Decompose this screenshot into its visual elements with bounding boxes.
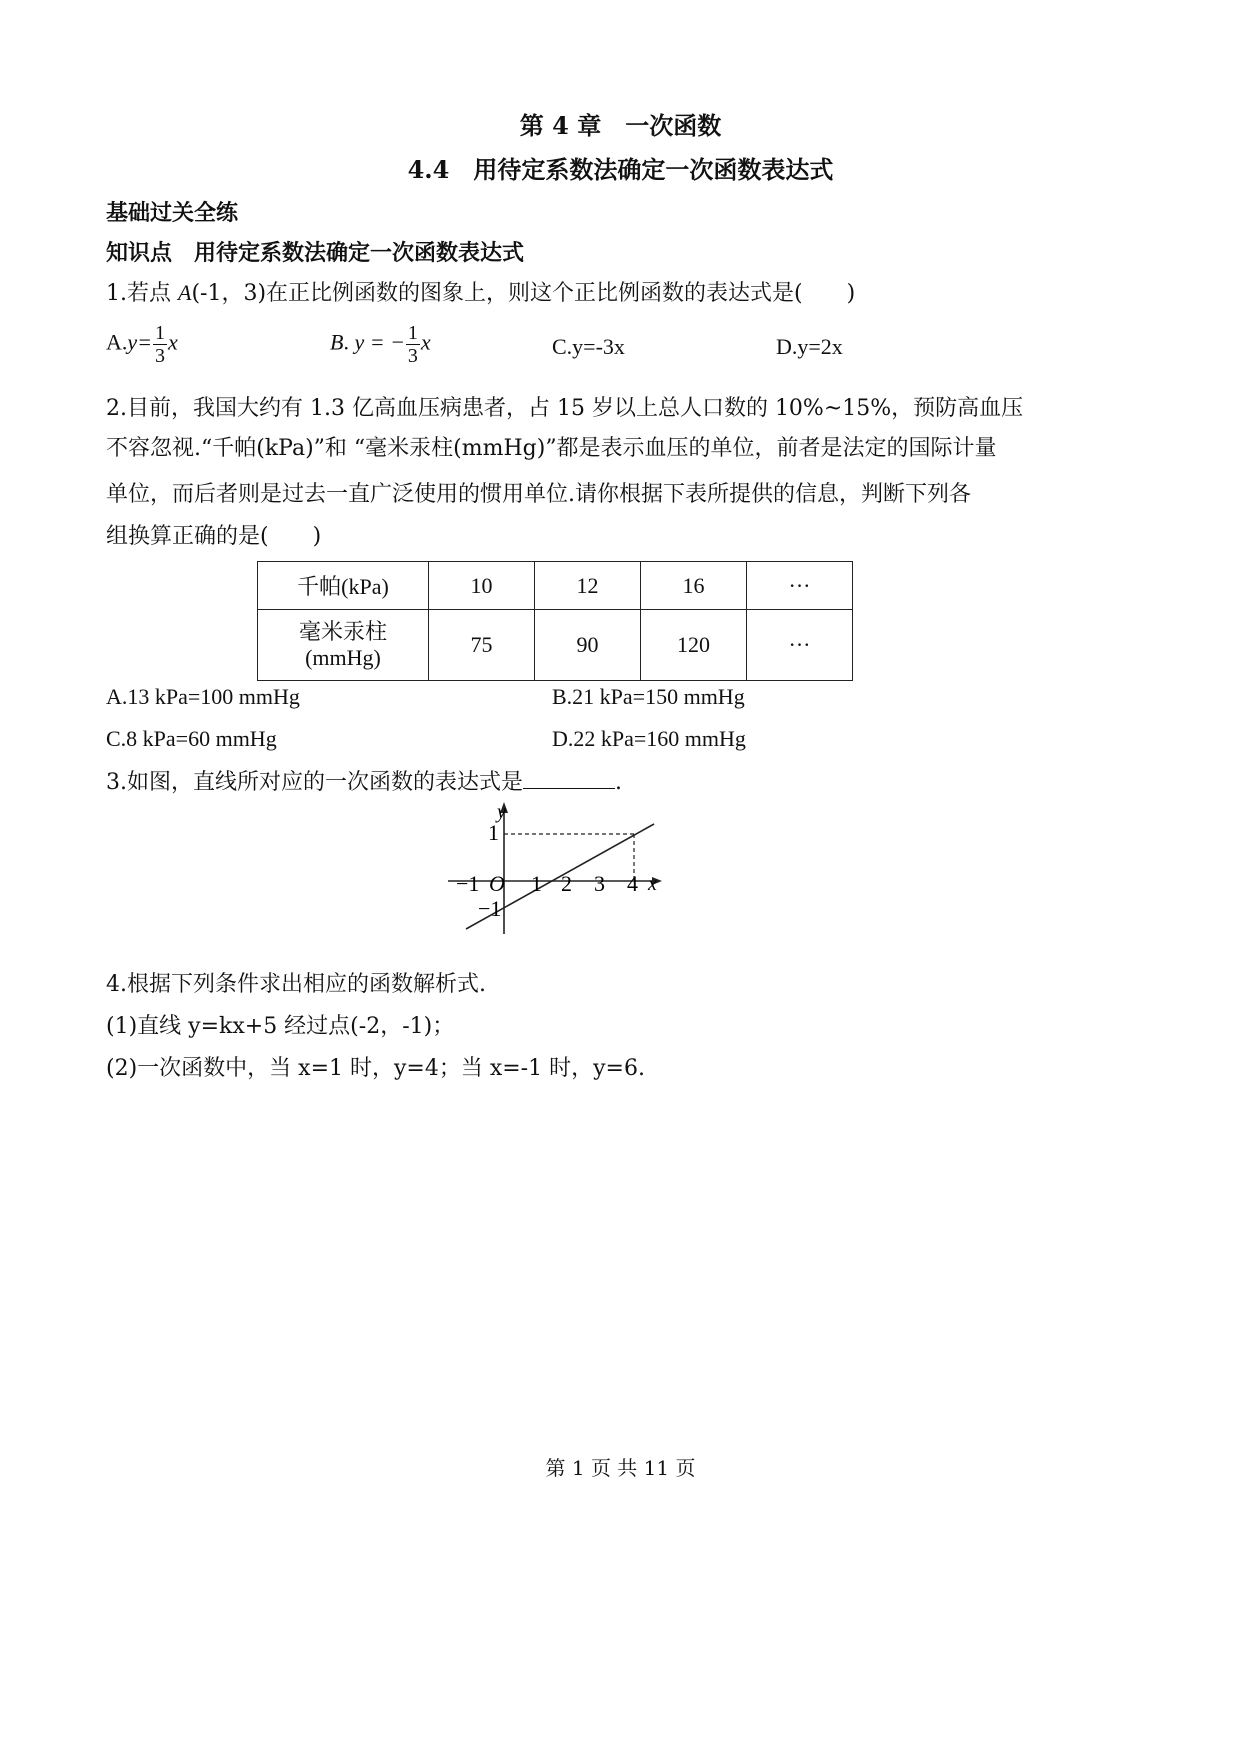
table-header-mmhg (258, 610, 429, 681)
q2-option-d[interactable]: D.22 kPa=160 mmHg (552, 726, 746, 751)
q2-option-b[interactable]: B.21 kPa=150 mmHg (552, 684, 745, 709)
x-tick-label: 3 (594, 871, 605, 896)
x-tick-label: 1 (531, 871, 542, 896)
option-a-lhs: y= (127, 329, 153, 355)
q4-stem: 4.根据下列条件求出相应的函数解析式. (106, 972, 486, 997)
fraction-numerator: 1 (155, 322, 166, 344)
table-cell: 120 (641, 610, 747, 681)
option-b-var: x (420, 329, 431, 355)
option-a-var: x (168, 329, 178, 355)
q1-option-a[interactable] (106, 322, 178, 367)
table-row (258, 562, 853, 610)
fraction-denominator: 3 (155, 345, 166, 367)
q1-option-d[interactable]: D.y=2x (776, 334, 843, 359)
answer-blank[interactable] (523, 764, 615, 789)
option-b-dot: . (343, 329, 349, 355)
practice-title: 基础过关全练 (106, 200, 239, 226)
table-cell: 16 (641, 562, 747, 610)
table-cell: 90 (535, 610, 641, 681)
q3-stem-text: 3.如图，直线所对应的一次函数的表达式是 (106, 770, 523, 795)
mmhg-label-line1: 毫米汞柱 (298, 619, 387, 644)
q1-option-c[interactable]: C.y=-3x (552, 334, 625, 359)
q4-part-1: (1)直线 y=kx+5 经过点(-2，-1)； (106, 1014, 455, 1039)
y-tick-label: −1 (478, 896, 502, 921)
q1-prefix: 1.若点 (106, 281, 178, 306)
y-tick-label: 1 (488, 820, 499, 845)
question-1-stem (106, 274, 855, 313)
table-cell: 12 (535, 562, 641, 610)
q3-stem-end: . (615, 770, 622, 795)
q2-line-4: 组换算正确的是( ) (106, 524, 322, 549)
fraction-one-third (406, 322, 420, 367)
table-cell: ··· (747, 562, 853, 610)
knowledge-point-title: 知识点 用待定系数法确定一次函数表达式 (106, 240, 525, 266)
table-header-kpa: 千帕(kPa) (258, 562, 429, 610)
chapter-title: 第 4 章 一次函数 (519, 111, 722, 140)
section-title: 4.4 用待定系数法确定一次函数表达式 (407, 155, 834, 184)
q1-point-label: A (177, 280, 192, 305)
conversion-table (257, 561, 853, 681)
table-cell: ··· (747, 610, 853, 681)
x-tick-label: −1 (456, 871, 480, 896)
fraction-one-third (153, 322, 167, 367)
page-footer: 第 1 页 共 11 页 (545, 1456, 696, 1480)
y-axis-label: y (497, 801, 506, 823)
option-b-lhs: y = − (354, 329, 405, 355)
q2-line-1: 2.目前，我国大约有 1.3 亿高血压病患者，占 15 岁以上总人口数的 10%~15%，预防高血压 (106, 396, 1024, 421)
x-axis-label: x (648, 873, 657, 895)
table-row (258, 610, 853, 681)
option-a-label: A. (106, 329, 128, 355)
mmhg-label-line2: (mmHg) (305, 645, 381, 670)
q2-line-2: 不容忽视.“千帕(kPa)”和 “毫米汞柱(mmHg)”都是表示血压的单位，前者是法定的国际计量 (106, 436, 997, 461)
q2-line-3: 单位，而后者则是过去一直广泛使用的惯用单位.请你根据下表所提供的信息，判断下列各 (106, 482, 971, 507)
q1-option-b[interactable] (330, 322, 431, 367)
q1-suffix: (-1，3)在正比例函数的图象上，则这个正比例函数的表达式是( ) (191, 281, 856, 306)
linear-function-graph (440, 796, 680, 946)
q4-part-2: (2)一次函数中，当 x=1 时，y=4；当 x=-1 时，y=6. (106, 1056, 645, 1081)
table-cell: 10 (429, 562, 535, 610)
option-b-label: B (330, 329, 344, 355)
q2-option-a[interactable]: A.13 kPa=100 mmHg (106, 684, 300, 709)
fraction-denominator: 3 (407, 345, 418, 367)
fraction-numerator: 1 (407, 322, 418, 344)
q2-option-c[interactable]: C.8 kPa=60 mmHg (106, 726, 277, 751)
x-tick-label: 4 (627, 871, 638, 896)
table-cell: 75 (429, 610, 535, 681)
origin-label: O (489, 871, 505, 896)
x-tick-label: 2 (561, 871, 572, 896)
